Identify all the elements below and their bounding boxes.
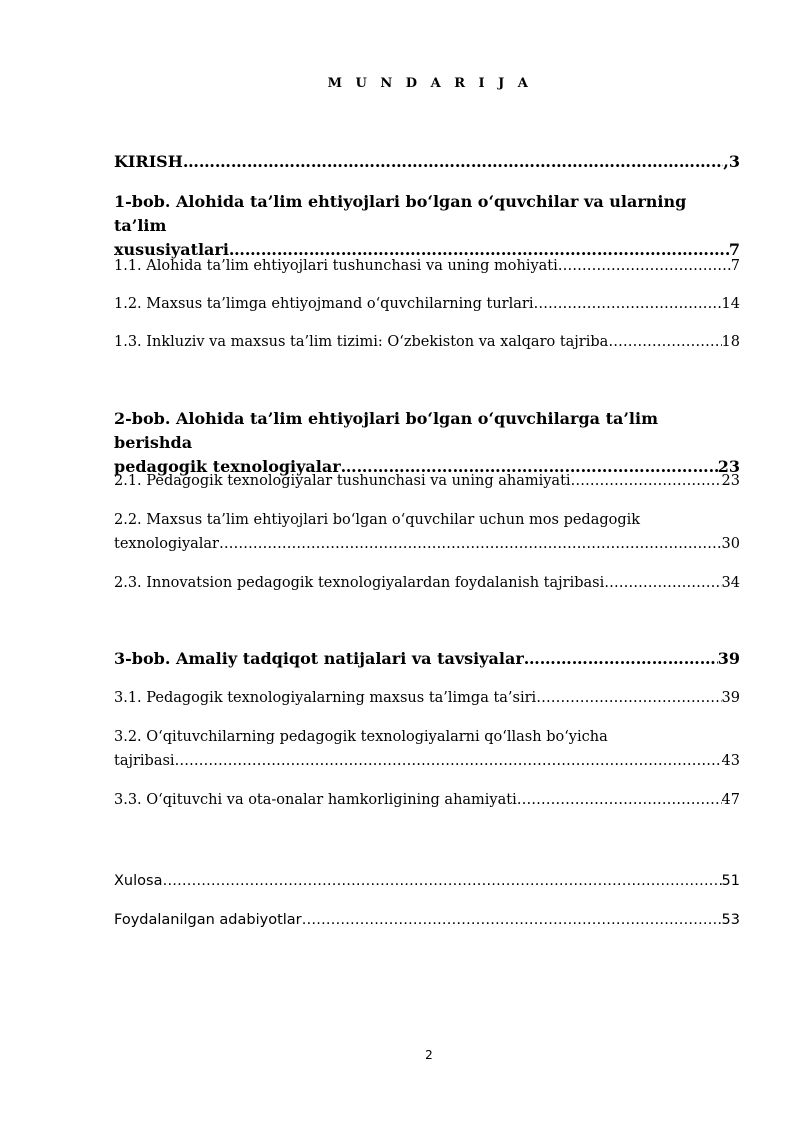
- toc-leader-dots: [608, 330, 721, 354]
- toc-entry-title: texnologiyalar: [114, 536, 219, 552]
- toc-entry-1-1[interactable]: [114, 254, 740, 278]
- toc-line: [114, 869, 740, 893]
- toc-entry-1-2[interactable]: [114, 292, 740, 316]
- toc-entry-page: 23: [721, 473, 740, 489]
- toc-entry-title: Xulosa: [114, 873, 163, 889]
- toc-leader-dots: [524, 647, 718, 671]
- toc-entry-title: KIRISH: [114, 152, 183, 171]
- toc-leader-dots: [558, 254, 731, 278]
- toc-leader-dots: [533, 292, 721, 316]
- toc-leader-dots: [517, 788, 722, 812]
- toc-line: [114, 571, 740, 595]
- toc-entry-2-3[interactable]: [114, 571, 740, 595]
- toc-entry-adabiyotlar[interactable]: [114, 908, 740, 932]
- toc-entry-2-1[interactable]: [114, 469, 740, 493]
- page-number: 2: [425, 1048, 433, 1062]
- toc-entry-page: 39: [717, 649, 740, 668]
- toc-entry-page: 30: [721, 536, 740, 552]
- toc-leader-dots: [536, 686, 721, 710]
- toc-leader-dots: [183, 150, 723, 174]
- toc-entry-title: tajribasi: [114, 753, 175, 769]
- toc-entry-page: 43: [721, 753, 740, 769]
- toc-line: [114, 532, 740, 556]
- toc-line: [114, 150, 740, 174]
- page-title: M U N D A R I J A: [327, 76, 533, 91]
- toc-line: [114, 908, 740, 932]
- toc-entry-title: xususiyatlari: [114, 240, 229, 259]
- toc-line: [114, 330, 740, 354]
- toc-line: [114, 254, 740, 278]
- toc-entry-2-2[interactable]: [114, 508, 740, 556]
- toc-entry-page: 7: [728, 240, 740, 259]
- toc-entry-title-line-1: 1-bob. Alohida ta’lim ehtiyojlari bo‘lgan o‘quvchilar va ularning ta’lim: [114, 192, 687, 235]
- toc-entry-page: 53: [721, 912, 740, 928]
- toc-entry-title-line-1: 3.2. O‘qituvchilarning pedagogik texnologiyalarni qo‘llash bo‘yicha: [114, 729, 608, 745]
- toc-leader-dots: [175, 749, 722, 773]
- toc-entry-page: 51: [721, 873, 740, 889]
- toc-leader-dots: [219, 532, 722, 556]
- toc-line: [114, 647, 740, 671]
- toc-entry-title: 3.1. Pedagogik texnologiyalarning maxsus ta’limga ta’siri: [114, 690, 537, 706]
- toc-entry-page: 23: [717, 457, 740, 476]
- toc-entry-title: Foydalanilgan adabiyotlar: [114, 912, 302, 928]
- toc-entry-title: 1.3. Inkluziv va maxsus ta’lim tizimi: O‘zbekiston va xalqaro tajriba: [114, 334, 609, 350]
- toc-entry-page: 7: [730, 258, 740, 274]
- toc-entry-page: 18: [721, 334, 740, 350]
- toc-entry-page: 47: [721, 792, 740, 808]
- toc-line: [114, 469, 740, 493]
- toc-entry-chapter-1[interactable]: [114, 190, 740, 262]
- toc-entry-chapter-3[interactable]: [114, 647, 740, 671]
- toc-entry-page: 14: [721, 296, 740, 312]
- toc-entry-title: 2.3. Innovatsion pedagogik texnologiyalardan foydalanish tajribasi: [114, 575, 605, 591]
- toc-entry-title: 1.1. Alohida ta’lim ehtiyojlari tushunchasi va uning mohiyati: [114, 258, 558, 274]
- toc-entry-kirish[interactable]: [114, 150, 740, 174]
- toc-leader-dots: [302, 908, 722, 932]
- toc-entry-page: 34: [721, 575, 740, 591]
- toc-entry-title: 1.2. Maxsus ta’limga ehtiyojmand o‘quvchilarning turlari: [114, 296, 534, 312]
- toc-entry-title-line-1: 2-bob. Alohida ta’lim ehtiyojlari bo‘lgan o‘quvchilarga ta’lim berishda: [114, 409, 658, 452]
- toc-entry-xulosa[interactable]: [114, 869, 740, 893]
- toc-line: [114, 749, 740, 773]
- toc-entry-page: ,3: [723, 152, 740, 171]
- toc-line: [114, 686, 740, 710]
- toc-entry-page: 39: [721, 690, 740, 706]
- toc-entry-title: 3-bob. Amaliy tadqiqot natijalari va tavsiyalar: [114, 649, 524, 668]
- toc-line: [114, 788, 740, 812]
- toc-entry-3-2[interactable]: [114, 725, 740, 773]
- toc-entry-title: pedagogik texnologiyalar: [114, 457, 341, 476]
- toc-entry-title-line-1: 2.2. Maxsus ta’lim ehtiyojlari bo‘lgan o‘quvchilar uchun mos pedagogik: [114, 512, 641, 528]
- toc-entry-1-3[interactable]: [114, 330, 740, 354]
- toc-leader-dots: [162, 869, 721, 893]
- toc-leader-dots: [571, 469, 722, 493]
- toc-entry-title: 3.3. O‘qituvchi va ota-onalar hamkorligining ahamiyati: [114, 792, 517, 808]
- toc-line: [114, 292, 740, 316]
- toc-entry-title: 2.1. Pedagogik texnologiyalar tushunchasi va uning ahamiyati: [114, 473, 571, 489]
- toc-leader-dots: [604, 571, 721, 595]
- toc-entry-3-3[interactable]: [114, 788, 740, 812]
- toc-entry-3-1[interactable]: [114, 686, 740, 710]
